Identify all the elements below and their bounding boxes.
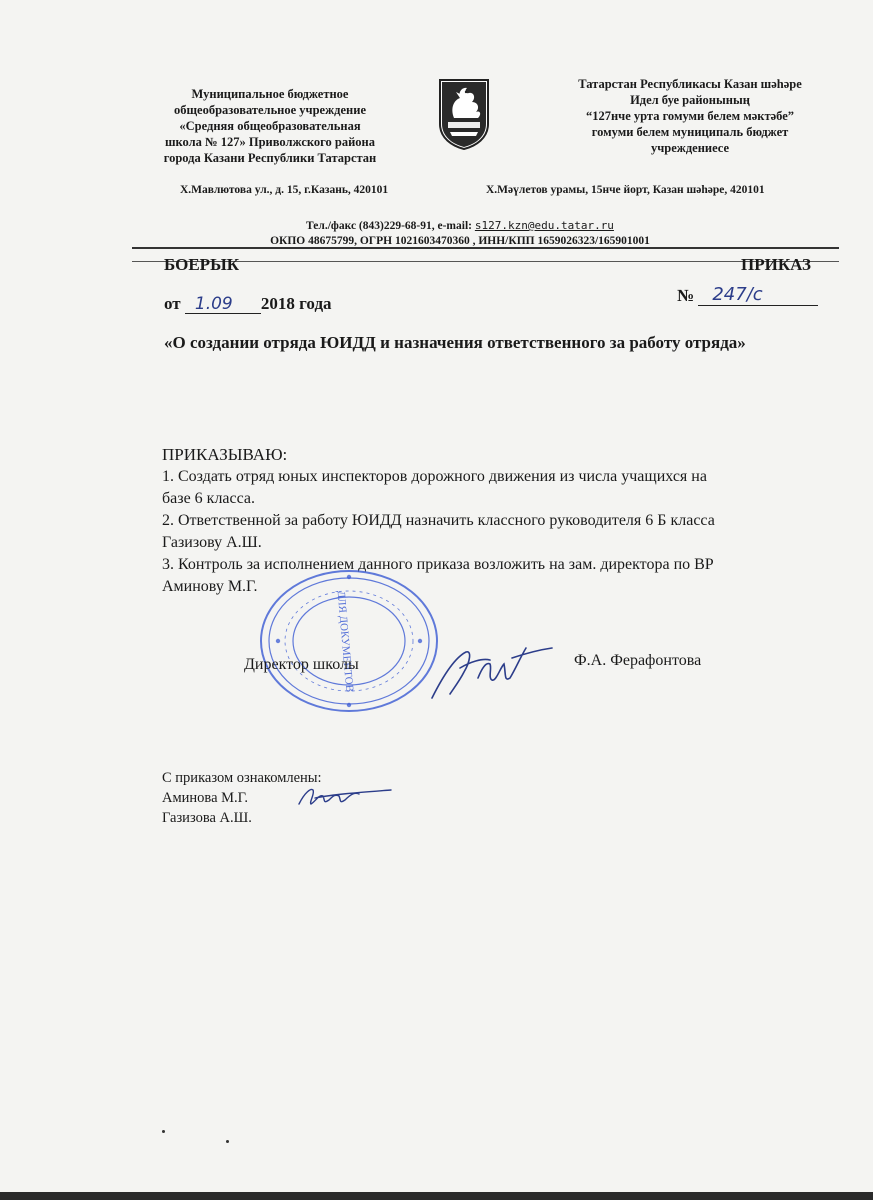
acknowledged-name: Аминова М.Г.: [162, 790, 249, 806]
scan-mark: [226, 1140, 229, 1143]
number-handwritten: 247/с: [712, 284, 763, 305]
date-blank: [185, 296, 261, 314]
date-handwritten: 1.09: [194, 294, 233, 314]
header-right-line: Идел буе районының: [630, 93, 750, 107]
order-title: «О создании отряда ЮИДД и назначения ответственного за работу отряда»: [164, 333, 746, 352]
header-left-line: Муниципальное бюджетное: [191, 87, 349, 101]
order-heading: ПРИКАЗЫВАЮ:: [162, 445, 288, 464]
order-date: [164, 294, 332, 314]
header-right-line: Татарстан Республикасы Казан шәһәре: [578, 77, 802, 91]
order-number: [677, 286, 818, 306]
header-left-line: школа № 127» Приволжского района: [164, 135, 376, 149]
order-label-ru: ПРИКАЗ: [741, 255, 811, 274]
email-link[interactable]: s127.kzn@edu.tatar.ru: [474, 219, 614, 232]
order-line: 3. Контроль за исполнением данного приказа возложить на зам. директора по ВР: [162, 556, 714, 573]
header-right-line: гомуми белем муниципаль бюджет: [591, 125, 789, 139]
order-line: 1. Создать отряд юных инспекторов дорожного движения из числа учащихся на: [162, 468, 707, 485]
address-ru: Х.Мавлютова ул., д. 15, г.Казань, 420101: [180, 184, 389, 196]
contacts-block: [180, 218, 740, 249]
order-label-tt: БОЕРЫК: [164, 255, 240, 274]
scan-edge: [0, 1192, 873, 1200]
header-left-line: «Средняя общеобразовательная: [179, 119, 361, 133]
number-prefix: №: [677, 286, 695, 305]
date-suffix: 2018 года: [260, 294, 332, 313]
header-left-line: города Казани Республики Татарстан: [163, 151, 377, 165]
kazan-emblem-icon: [436, 78, 492, 150]
number-blank: [698, 284, 818, 306]
address-tt: Х.Мәүлетов урамы, 15нче йорт, Казан шәһәре, 420101: [486, 184, 765, 196]
seal-center-text: ДЛЯ ДОКУМЕНТОВ: [334, 590, 356, 693]
acknowledged-heading: С приказом ознакомлены:: [162, 770, 322, 786]
phone-line: Тел./факс (843)229-68-91, e-mail:: [306, 220, 475, 232]
header-divider: [132, 247, 839, 249]
date-prefix: от: [164, 294, 181, 313]
school-seal: [258, 568, 440, 714]
school-name-tt: [540, 76, 840, 156]
registry-numbers: ОКПО 48675799, ОГРН 1021603470360 , ИНН/КПП 1659026323/165901001: [270, 235, 650, 247]
header-left-line: общеобразовательное учреждение: [174, 103, 366, 117]
signer-name: Ф.А. Ферафонтова: [574, 652, 702, 669]
header-right-line: “127нче урта гомуми белем мәктәбе”: [585, 109, 795, 123]
order-line: базе 6 класса.: [162, 490, 256, 507]
scan-mark: [162, 1130, 165, 1133]
signer-position: Директор школы: [244, 656, 359, 673]
school-name-ru: [140, 86, 400, 166]
order-line: Аминову М.Г.: [162, 578, 258, 595]
aminova-signature: [295, 782, 395, 810]
header-right-line: учреждениесе: [650, 141, 730, 155]
order-line: 2. Ответственной за работу ЮИДД назначить классного руководителя 6 Б класса: [162, 512, 715, 529]
acknowledged-name: Газизова А.Ш.: [162, 810, 252, 826]
order-line: Газизову А.Ш.: [162, 534, 262, 551]
director-signature: [420, 628, 560, 708]
